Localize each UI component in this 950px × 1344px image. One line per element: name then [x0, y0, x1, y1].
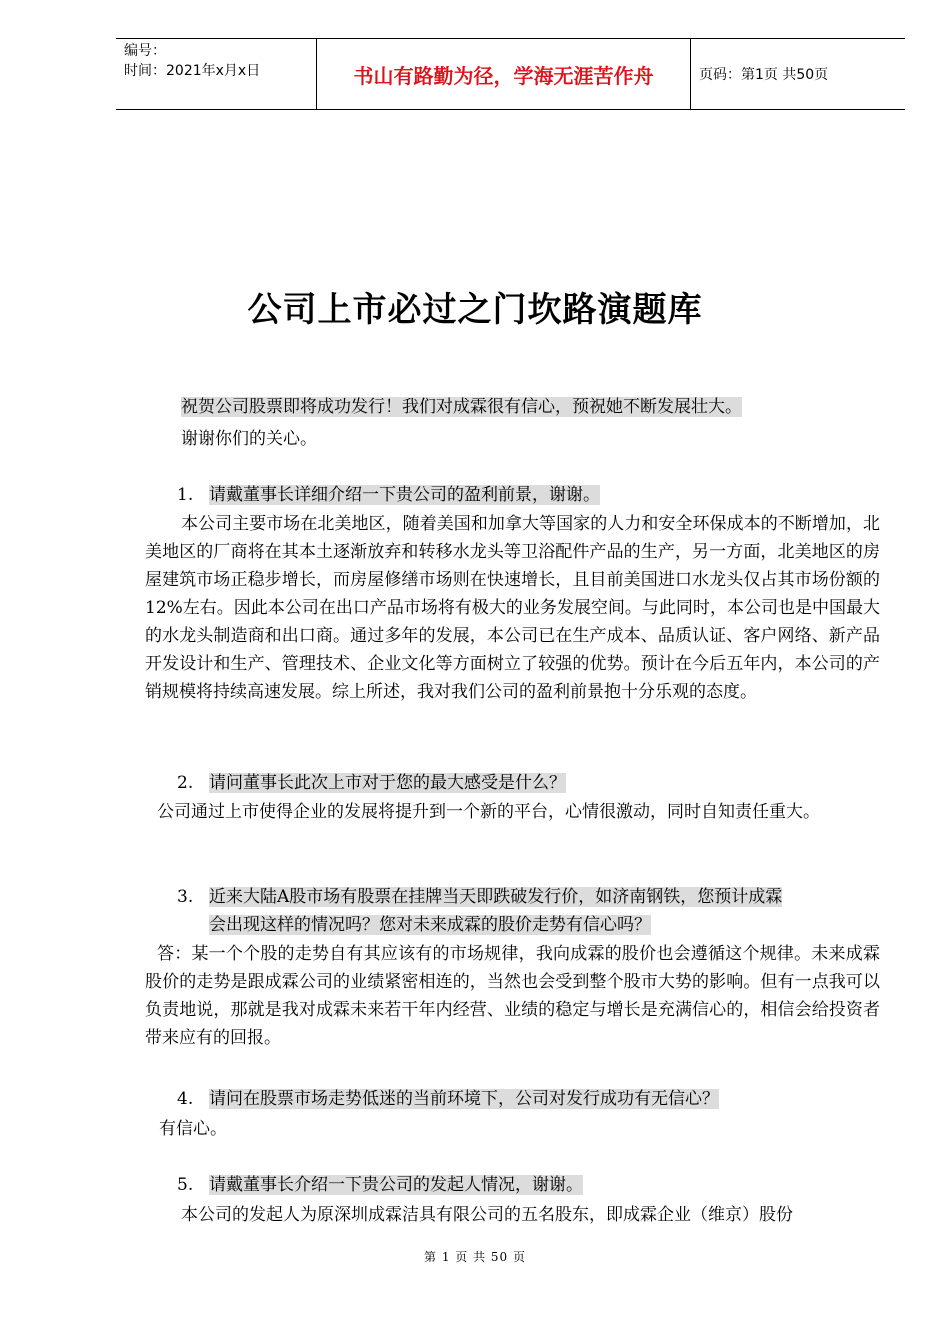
header-page-label: 页码：第1页 共50页 — [699, 67, 829, 83]
serial-label: 编号： — [124, 43, 166, 59]
question-number: 4. — [177, 1089, 194, 1109]
header-motto: 书山有路勤为径，学海无涯苦作舟 — [316, 39, 691, 109]
answer-2: 公司通过上市使得企业的发展将提升到一个新的平台，心情很激动，同时自知责任重大。 — [157, 802, 820, 822]
document-title: 公司上市必过之门坎路演题库 — [247, 290, 703, 330]
question-number: 3. — [177, 887, 194, 907]
question-1: 1. 请戴董事长详细介绍一下贵公司的盈利前景，谢谢。 — [177, 485, 600, 505]
answer-3: 答：某一个个股的走势自有其应该有的市场规律，我向成霖的股价也会遵循这个规律。未来成霖股价的走势是跟成霖公司的业绩紧密相连的，当然也会受到整个股市大势的影响。但有一点我可以负责地说，那就是我对成霖未来若干年内经营、业绩的稳定与增长是充满信心的，相信会给投资者带来应有的回报。 — [145, 944, 880, 1048]
question-4: 4. 请问在股票市场走势低迷的当前环境下，公司对发行成功有无信心？ — [177, 1089, 719, 1109]
intro-reply: 谢谢你们的关心。 — [181, 429, 317, 449]
answer-5: 本公司的发起人为原深圳成霖洁具有限公司的五名股东，即成霖企业（维京）股份 — [181, 1205, 793, 1225]
intro-greeting: 祝贺公司股票即将成功发行！我们对成霖很有信心，预祝她不断发展壮大。 — [181, 397, 742, 417]
time-label: 时间：2021年x月x日 — [124, 63, 261, 79]
question-number: 5. — [177, 1175, 194, 1195]
question-3: 3. 近来大陆A股市场有股票在挂牌当天即跌破发行价，如济南钢铁，您预计成霖 — [177, 887, 783, 907]
page-header — [116, 38, 905, 110]
page-footer: 第 1 页 共 50 页 — [424, 1250, 526, 1264]
question-2: 2. 请问董事长此次上市对于您的最大感受是什么？ — [177, 773, 566, 793]
answer-4: 有信心。 — [159, 1119, 227, 1139]
answer-1: 本公司主要市场在北美地区，随着美国和加拿大等国家的人力和安全环保成本的不断增加，北美地区的厂商将在其本土逐渐放弃和转移水龙头等卫浴配件产品的生产，另一方面，北美地区的房屋建筑市场正稳步增长，而房屋修缮市场则在快速增长，且目前美国进口水龙头仅占其市场份额的12%左右。因此本公司在出口产品市场将有极大的业务发展空间。与此同时，本公司也是中国最大的水龙头制造商和出口商。通过多年的发展，本公司已在生产成本、品质认证、客户网络、新产品开发设计和生产、管理技术、企业文化等方面树立了较强的优势。预计在今后五年内，本公司的产销规模将持续高速发展。综上所述，我对我们公司的盈利前景抱十分乐观的态度。 — [145, 514, 880, 702]
header-meta — [116, 39, 316, 109]
question-number: 1. — [177, 485, 194, 505]
question-5: 5. 请戴董事长介绍一下贵公司的发起人情况，谢谢。 — [177, 1175, 583, 1195]
question-3-continued: 会出现这样的情况吗？您对未来成霖的股价走势有信心吗？ — [209, 915, 651, 935]
question-number: 2. — [177, 773, 194, 793]
